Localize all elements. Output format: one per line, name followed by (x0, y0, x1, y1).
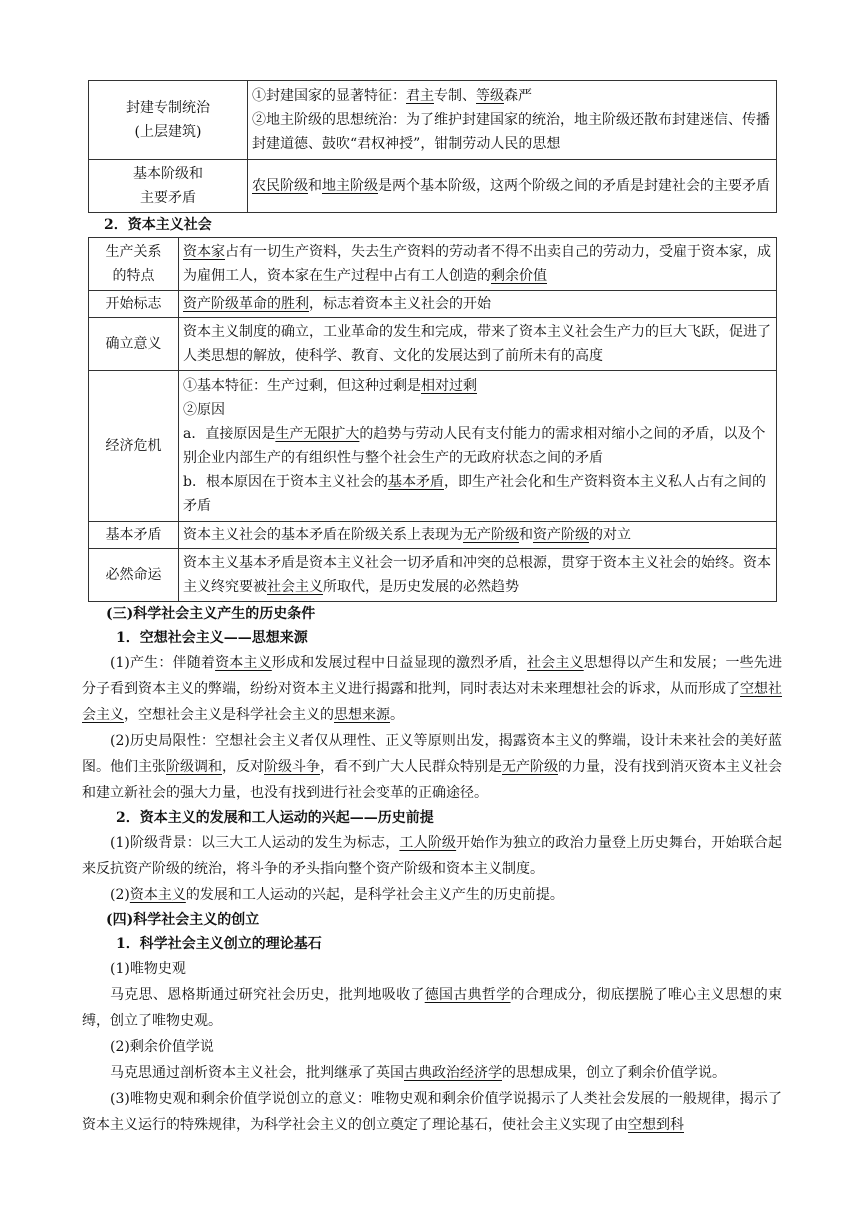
row-content-feudal-rule: ①封建国家的显著特征：君主专制、等级森严 ②地主阶级的思想统治：为了维护封建国家的统治，地主阶级还散布封建迷信、传播封建道德、鼓吹“君权神授”，钳制劳动人民的思想 (248, 81, 777, 160)
feudal-society-table (88, 80, 777, 213)
subheading-utopian: 1．空想社会主义——思想来源 (116, 630, 308, 646)
row-label-significance: 确立意义 (89, 318, 179, 371)
table-row: 必然命运 资本主义基本矛盾是资本主义社会一切矛盾和冲突的总根源，贯穿于资本主义社会的始终。资本主义终究要被社会主义所取代，是历史发展的必然趋势 (89, 549, 777, 602)
row-label-feudal-rule: 封建专制统治 (上层建筑) (89, 81, 248, 160)
paragraph-historical-materialism: 马克思、恩格斯通过研究社会历史，批判地吸收了德国古典哲学的合理成分，彻底摆脱了唯心主义思想的束缚，创立了唯物史观。 (82, 987, 783, 1029)
row-label-relations: 生产关系 的特点 (89, 238, 179, 291)
paragraph-surplus-value: 马克思通过剖析资本主义社会，批判继承了英国古典政治经济学的思想成果，创立了剩余价值学说。 (110, 1065, 726, 1081)
section-heading-3: (三)科学社会主义产生的历史条件 (106, 606, 316, 622)
table-row: 基本矛盾 资本主义社会的基本矛盾在阶级关系上表现为无产阶级和资产阶级的对立 (89, 522, 777, 549)
paragraph-limitations: (2)历史局限性：空想社会主义者仅从理性、正义等原则出发，揭露资本主义的弊端，设计未来社会的美好蓝图。他们主张阶级调和，反对阶级斗争，看不到广大人民群众特别是无产阶级的力量，没有找到消灭资本主义社会和建立新社会的强大力量，也没有找到进行社会变革的正确途径。 (82, 733, 782, 801)
subsection-historical-materialism: (1)唯物史观 (110, 961, 186, 977)
capitalist-society-table (88, 237, 777, 602)
paragraph-origin: (1)产生：伴随着资本主义形成和发展过程中日益显现的激烈矛盾，社会主义思想得以产生和发展；一些先进分子看到资本主义的弊端，纷纷对资本主义进行揭露和批判，同时表达对未来理想社会的诉求，从而形成了空想社会主义，空想社会主义是科学社会主义的思想来源。 (82, 655, 783, 723)
row-label-classes: 基本阶级和 主要矛盾 (89, 160, 248, 213)
row-label-contradiction: 基本矛盾 (89, 522, 179, 549)
subheading-theory-foundation: 1．科学社会主义创立的理论基石 (116, 936, 322, 952)
table-row (89, 160, 777, 213)
subheading-workers-movement: 2．资本主义的发展和工人运动的兴起——历史前提 (116, 810, 434, 826)
row-label-fate: 必然命运 (89, 549, 179, 602)
row-label-start: 开始标志 (89, 291, 179, 318)
subsection-surplus-value: (2)剩余价值学说 (110, 1039, 214, 1055)
row-content-classes: 农民阶级和地主阶级是两个基本阶级，这两个阶级之间的矛盾是封建社会的主要矛盾 (248, 160, 777, 213)
paragraph-class-background: (1)阶级背景：以三大工人运动的发生为标志，工人阶级开始作为独立的政治力量登上历史舞台，开始联合起来反抗资产阶级的统治，将斗争的矛头指向整个资产阶级和资本主义制度。 (82, 835, 783, 877)
paragraph-significance: (3)唯物史观和剩余价值学说创立的意义：唯物史观和剩余价值学说揭示了人类社会发展的一般规律，揭示了资本主义运行的特殊规律，为科学社会主义的创立奠定了理论基石，使社会主义实现了由空想到科 (82, 1091, 782, 1133)
table-row (89, 81, 777, 160)
table-row: 经济危机 ①基本特征：生产过剩，但这种过剩是相对过剩 ②原因 a．直接原因是生产无限扩大的趋势与劳动人民有支付能力的需求相对缩小之间的矛盾，以及个别企业内部生产的有组织性与整个社会生产的无政府状态之间的矛盾 b．根本原因在于资本主义社会的基本矛盾，即生产社会化和生产资料资本主义私人占有之间的矛盾 (89, 371, 777, 522)
table-row: 生产关系 的特点 资本家占有一切生产资料，失去生产资料的劳动者不得不出卖自己的劳动力，受雇于资本家，成为雇佣工人，资本家在生产过程中占有工人创造的剩余价值 (89, 238, 777, 291)
table-row: 开始标志 资产阶级革命的胜利，标志着资本主义社会的开始 (89, 291, 777, 318)
section-heading-4: (四)科学社会主义的创立 (106, 912, 260, 928)
document-page (82, 80, 782, 1138)
paragraph-premise: (2)资本主义的发展和工人运动的兴起，是科学社会主义产生的历史前提。 (110, 887, 564, 903)
row-label-crisis: 经济危机 (89, 371, 179, 522)
section-heading-capitalism: 2．资本主义社会 (104, 217, 212, 233)
table-row: 确立意义 资本主义制度的确立，工业革命的发生和完成，带来了资本主义社会生产力的巨大飞跃，促进了人类思想的解放，使科学、教育、文化的发展达到了前所未有的高度 (89, 318, 777, 371)
